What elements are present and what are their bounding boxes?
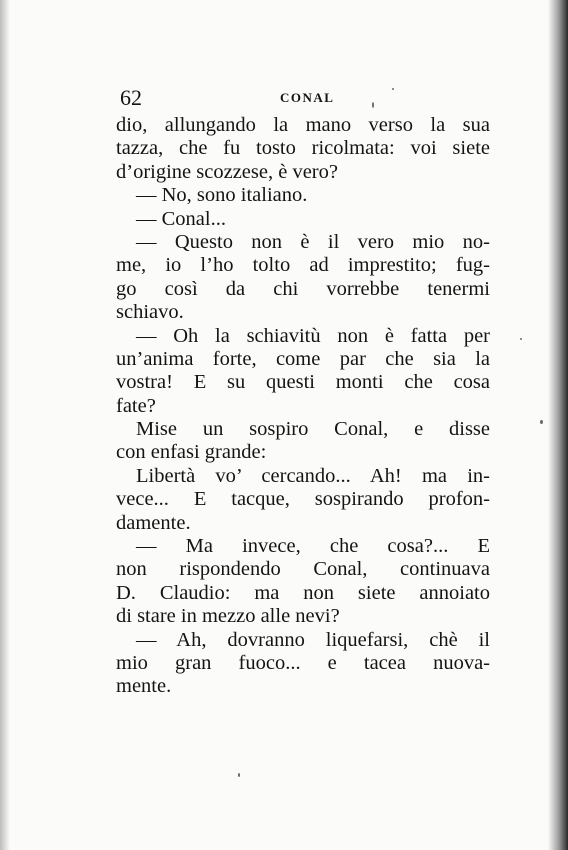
text-line: D. Claudio: ma non siete annoiato — [116, 581, 490, 604]
body-text — [116, 114, 490, 699]
text-line: schiavo. — [116, 301, 184, 324]
page-left-edge — [0, 0, 10, 850]
ink-speck — [372, 102, 374, 108]
page-right-edge — [548, 0, 568, 850]
text-line: me, io l’ho tolto ad imprestito; fug- — [116, 254, 490, 277]
text-line: fate? — [116, 394, 156, 417]
text-line: mente. — [116, 675, 172, 698]
text-line: — Conal... — [136, 207, 226, 230]
text-line: dio, allungando la mano verso la sua — [116, 114, 490, 136]
text-line: — Ah, dovranno liquefarsi, chè il — [136, 628, 490, 651]
text-line: go così da chi vorrebbe tenermi — [116, 277, 490, 300]
text-line: — Ma invece, che cosa?... E — [136, 535, 490, 558]
text-line: — Oh la schiavitù non è fatta per — [136, 324, 490, 347]
running-head — [120, 84, 490, 112]
ink-speck — [540, 420, 543, 424]
running-title: CONAL — [280, 90, 335, 105]
text-line: di stare in mezzo alle nevi? — [116, 605, 340, 628]
text-line: — No, sono italiano. — [136, 184, 308, 207]
ink-speck — [238, 773, 240, 777]
text-line: con enfasi grande: — [116, 441, 267, 464]
ink-speck — [392, 88, 394, 90]
text-line: mio gran fuoco... e tacea nuova- — [116, 651, 490, 674]
text-line: un’anima forte, come par che sia la — [116, 347, 490, 370]
page-number: 62 — [120, 85, 142, 110]
text-line: d’origine scozzese, è vero? — [116, 160, 338, 183]
text-line: Libertà vo’ cercando... Ah! ma in- — [136, 464, 490, 487]
text-line: tazza, che fu tosto ricolmata: voi siete — [116, 137, 490, 160]
text-line: non rispondendo Conal, continuava — [116, 558, 490, 581]
ink-speck — [520, 338, 522, 340]
text-line: — Questo non è il vero mio no- — [136, 230, 490, 253]
text-line: damente. — [116, 511, 191, 534]
text-line: Mise un sospiro Conal, e disse — [136, 418, 490, 441]
text-line: vostra! E su questi monti che cosa — [116, 371, 490, 394]
text-line: vece... E tacque, sospirando profon- — [116, 488, 490, 511]
